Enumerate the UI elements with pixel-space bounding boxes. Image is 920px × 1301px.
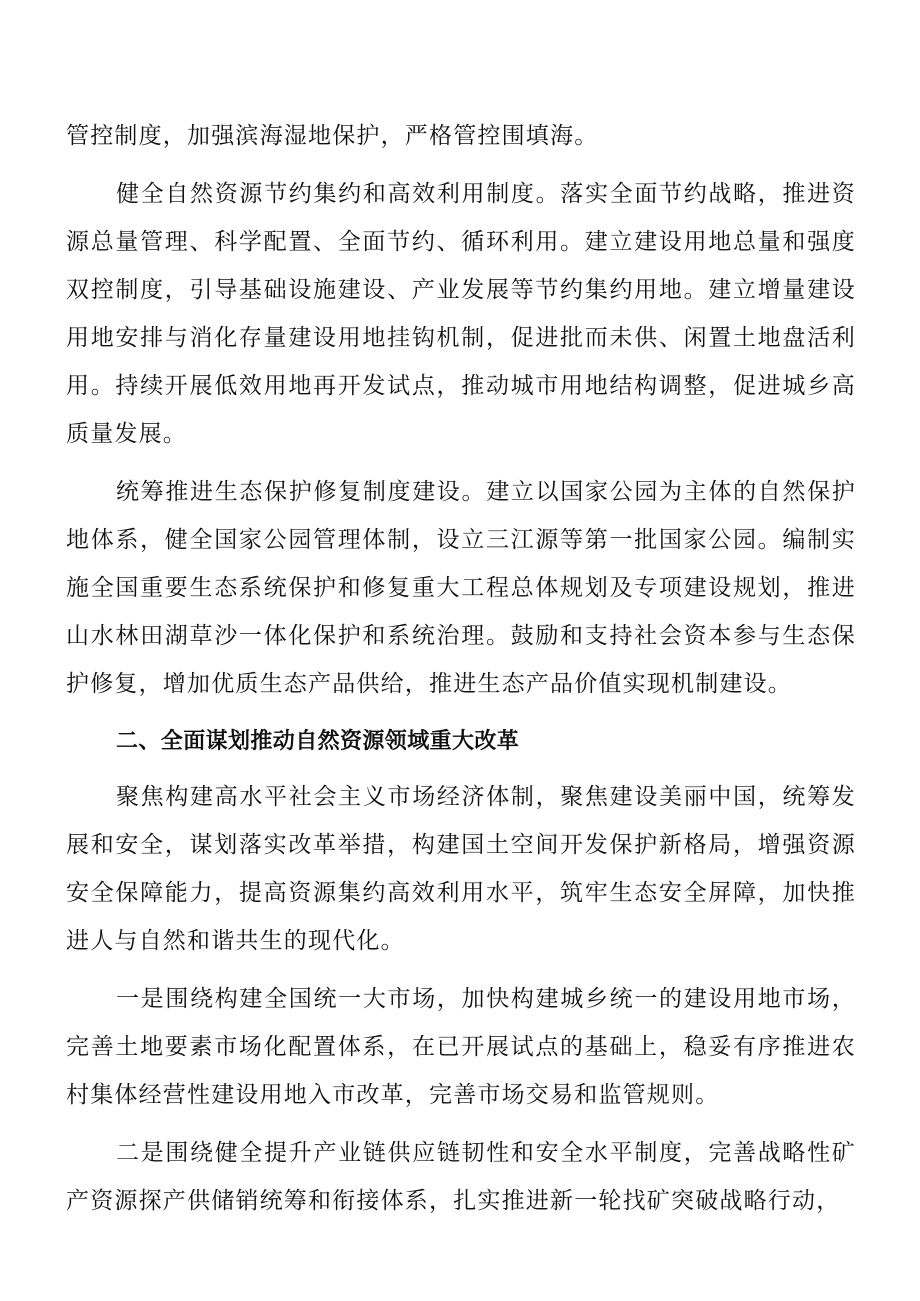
- paragraph-continued: 管控制度，加强滨海湿地保护，严格管控围填海。: [66, 123, 599, 149]
- paragraph-resource-conservation: 健全自然资源节约集约和高效利用制度。落实全面节约战略，推进资源总量管理、科学配置、全面节约、循环利用。建立建设用地总量和强度双控制度，引导基础设施建设、产业发展等节约集约用地。建立增量建设用地安排与消化存量建设用地挂钩机制，促进批而未供、闲置土地盘活利用。持续开展低效用地再开发试点，推动城市用地结构调整，促进城乡高质量发展。: [66, 181, 856, 447]
- paragraph-first-point: 一是围绕构建全国统一大市场，加快构建城乡统一的建设用地市场，完善土地要素市场化配置体系，在已开展试点的基础上，稳妥有序推进农村集体经营性建设用地入市改革，完善市场交易和监管规则。: [66, 986, 856, 1108]
- paragraph-second-point: 二是围绕健全提升产业链供应链韧性和安全水平制度，完善战略性矿产资源探产供储销统筹和衔接体系，扎实推进新一轮找矿突破战略行动，: [66, 1140, 856, 1214]
- paragraph-reform-focus: 聚焦构建高水平社会主义市场经济体制，聚焦建设美丽中国，统筹发展和安全，谋划落实改革举措，构建国土空间开发保护新格局，增强资源安全保障能力，提高资源集约高效利用水平，筑牢生态安全屏障，加快推进人与自然和谐共生的现代化。: [66, 784, 856, 954]
- document-body: [66, 112, 856, 1225]
- paragraph-ecological-restoration: 统筹推进生态保护修复制度建设。建立以国家公园为主体的自然保护地体系，健全国家公园管理体制，设立三江源等第一批国家公园。编制实施全国重要生态系统保护和修复重大工程总体规划及专项建设规划，推进山水林田湖草沙一体化保护和系统治理。鼓励和支持社会资本参与生态保护修复，增加优质生态产品供给，推进生态产品价值实现机制建设。: [66, 479, 856, 697]
- section-heading: 二、全面谋划推动自然资源领域重大改革: [116, 729, 520, 754]
